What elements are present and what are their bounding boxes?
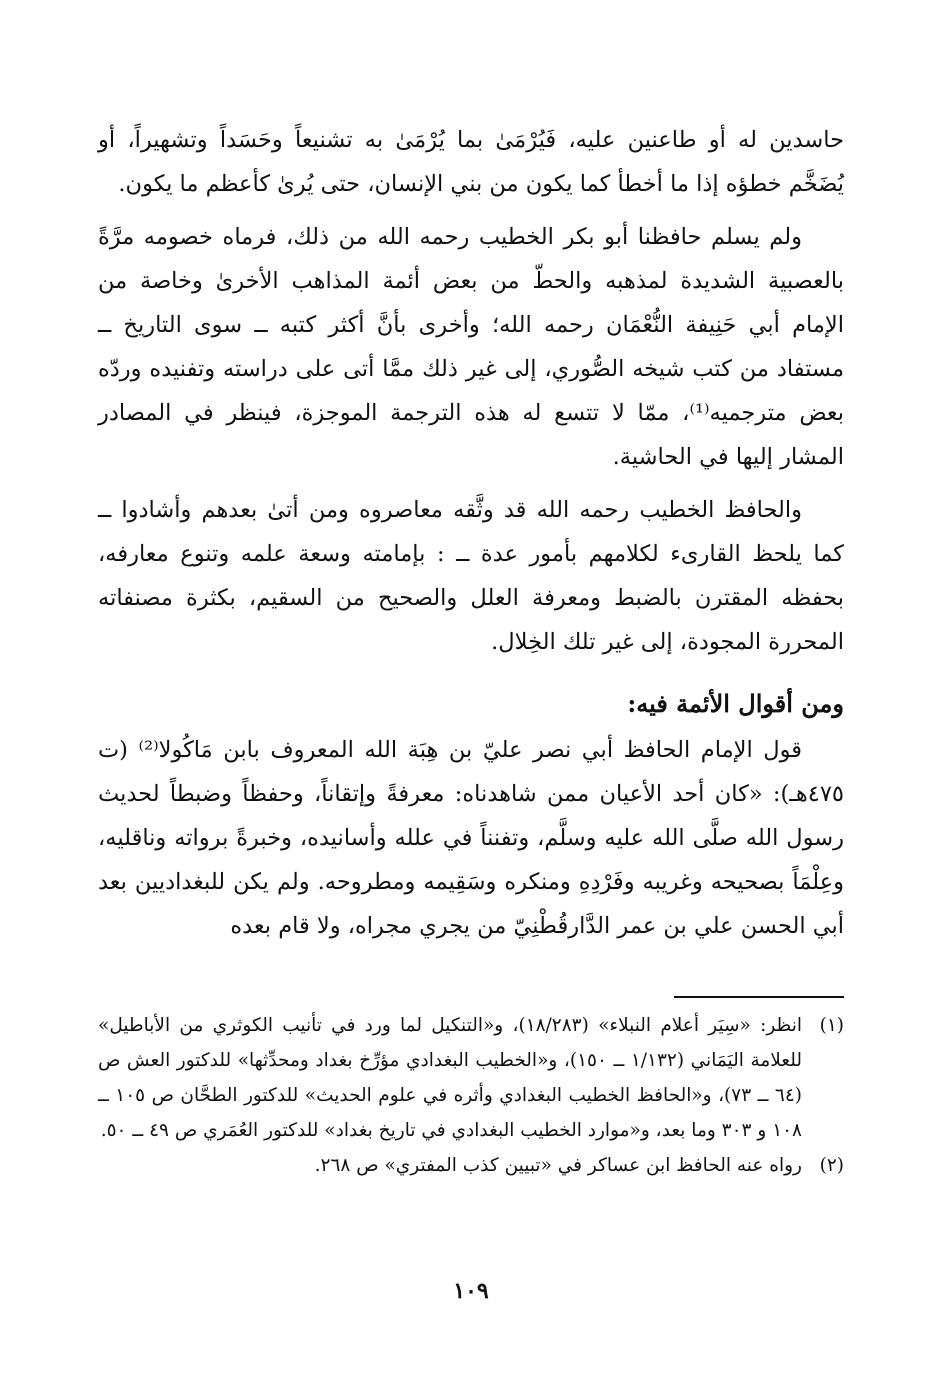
footnote-1 [98,1008,844,1148]
main-text [98,118,844,948]
paragraph-3: والحافظ الخطيب رحمه الله قد وثَّقه معاصروه ومن أتىٰ بعدهم وأشادوا ــ كما يلحظ القارىء لكلامهم بأمور عدة ــ : بإمامته وسعة علمه وتنوع معارفه، بحفظه المقترن بالضبط ومعرفة العلل والصحيح من السقيم، بكثرة مصنفاته المحررة المجودة، إلى غير تلك الخِلال. [98,497,844,655]
quote-paragraph: قول الإمام الحافظ أبي نصر عليّ بن هِبَة الله المعروف بابن مَاكُولا⁽²⁾ (ت ٤٧٥هـ): «كان أحد الأعيان ممن شاهدناه: معرفةً وإتقاناً، وحفظاً وضبطاً لحديث رسول الله صلَّى الله عليه وسلَّم، وتفنناً في علله وأسانيده، وخبرةً برواته وناقليه، وعِلْمَاً بصحيحه وغريبه وفَرْدِهِ ومنكره وسَقِيمه ومطروحه. ولم يكن للبغداديين بعد أبي الحسن علي بن عمر الدَّارقُطْنِيّ من يجري مجراه، ولا قام بعده [98,737,844,939]
footnotes [98,1008,844,1183]
footnote-number: (١) [819,1015,844,1036]
page-number: ١٠٩ [453,1278,489,1304]
paragraph-2: ولم يسلم حافظنا أبو بكر الخطيب رحمه الله من ذلك، فرماه خصومه مرَّةً بالعصبية الشديدة لمذهبه والحطّ من بعض أئمة المذاهب الأخرىٰ وخاصة من الإمام أبي حَنِيفة النُّعْمَان رحمه الله؛ وأخرى بأنَّ أكثر كتبه ــ سوى التاريخ ــ مستفاد من كتب شيخه الصُّوري، إلى غير ذلك ممَّا أتى على دراسته وتفنيده وردّه بعض مترجميه⁽¹⁾، ممّا لا تتسع له هذه الترجمة الموجزة، فينظر في المصادر المشار إليها في الحاشية. [98,224,845,470]
footnote-text: رواه عنه الحافظ ابن عساكر في «تبيين كذب المفتري» ص ٢٦٨. [314,1155,802,1176]
footnote-number: (٢) [819,1155,844,1176]
footnote-2 [98,1148,844,1183]
section-heading: ومن أقوال الأئمة فيه: [627,689,844,718]
footnote-divider [674,996,844,998]
book-page [98,118,845,1304]
paragraph-1: حاسدين له أو طاعنين عليه، فَيُرْمَىٰ بما يُرْمَىٰ به تشنيعاً وحَسَداً وتشهيراً، أو يُضَخَّم خطؤه إذا ما أخطأ كما يكون من بني الإنسان، حتى يُرىٰ كأعظم ما يكون. [98,127,844,197]
footnote-text: انظر: «سِيَر أعلام النبلاء» (١٨/٢٨٣)، و«التنكيل لما ورد في تأنيب الكوثري من الأباطيل» للعلامة اليَمَاني (١/١٣٢ ــ ١٥٠)، و«الخطيب البغدادي مؤرِّخ بغداد ومحدِّثها» للدكتور العش ص (٦٤ ــ ٧٣)، و«الحافظ الخطيب البغدادي وأثره في علوم الحديث» للدكتور الطحَّان ص ١٠٥ ــ ١٠٨ و ٣٠٣ وما بعد، و«موارد الخطيب البغدادي في تاريخ بغداد» للدكتور العُمَري ص ٤٩ ــ ٥٠. [98,1015,802,1141]
